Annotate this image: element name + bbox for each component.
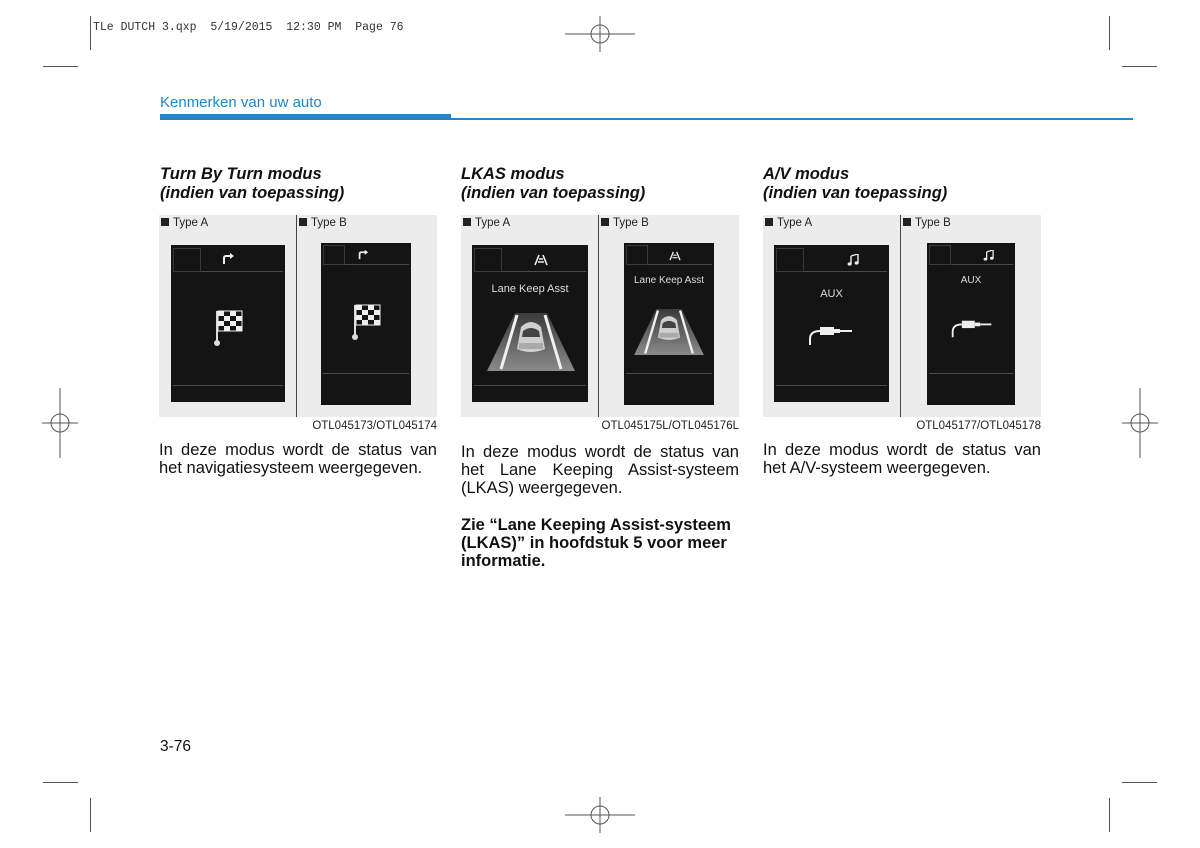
registration-mark-left xyxy=(42,388,78,458)
heading-line-2: (indien van toepassing) xyxy=(461,184,646,202)
figure-panel xyxy=(159,215,437,417)
cluster-screen-type-a xyxy=(774,245,889,402)
figure-code: OTL045175L/OTL045176L xyxy=(601,420,739,432)
panel-divider xyxy=(900,215,901,417)
turn-arrow-icon xyxy=(357,247,369,265)
cluster-screen-type-b xyxy=(624,243,714,405)
header-bar xyxy=(160,114,451,120)
car-on-road-icon xyxy=(630,309,708,360)
car-on-road-icon xyxy=(487,313,575,376)
figure-panel xyxy=(763,215,1041,417)
cluster-screen-type-b xyxy=(321,243,411,405)
av-source-label: AUX xyxy=(960,275,982,286)
type-b-label: Type B xyxy=(903,217,951,229)
header-rule xyxy=(451,118,1133,120)
lkas-screen-label: Lane Keep Asst xyxy=(633,275,705,286)
av-source-label: AUX xyxy=(820,288,843,300)
music-note-icon xyxy=(847,253,859,271)
turn-arrow-icon xyxy=(221,251,235,270)
heading-line-1: Turn By Turn modus xyxy=(160,165,322,183)
figure-code: OTL045177/OTL045178 xyxy=(916,420,1041,432)
aux-plug-icon xyxy=(806,323,856,354)
checkered-flag-icon xyxy=(351,301,383,346)
description-text: In deze modus wordt de status van het Lane Keeping Assist-systeem (LKAS) weergegeven. xyxy=(461,443,739,497)
aux-plug-icon xyxy=(949,317,995,346)
heading-line-2: (indien van toepassing) xyxy=(160,184,345,202)
description-text: In deze modus wordt de status van het navigatiesysteem weergegeven. xyxy=(159,441,437,477)
reference-note: Zie “Lane Keeping Assist-systeem (LKAS)” in hoofdstuk 5 voor meer informatie. xyxy=(461,516,731,570)
description-text: In deze modus wordt de status van het A/V-systeem weergegeven. xyxy=(763,441,1041,477)
type-b-label: Type B xyxy=(601,217,649,229)
registration-mark-top xyxy=(565,16,635,52)
heading-line-1: LKAS modus xyxy=(461,165,565,183)
figure-panel xyxy=(461,215,739,417)
type-b-label: Type B xyxy=(299,217,347,229)
column-heading xyxy=(763,165,947,203)
column-heading xyxy=(461,165,645,203)
heading-line-1: A/V modus xyxy=(763,165,850,183)
type-a-label: Type A xyxy=(161,217,208,229)
registration-mark-right xyxy=(1122,388,1158,458)
figure-code: OTL045173/OTL045174 xyxy=(312,420,437,432)
checkered-flag-icon xyxy=(213,307,245,352)
lane-icon xyxy=(534,253,548,271)
panel-divider xyxy=(598,215,599,417)
cluster-screen-type-a xyxy=(472,245,588,402)
type-a-label: Type A xyxy=(765,217,812,229)
page-number: 3-76 xyxy=(160,738,192,755)
panel-divider xyxy=(296,215,297,417)
type-a-label: Type A xyxy=(463,217,510,229)
print-slug: TLe DUTCH 3.qxp 5/19/2015 12:30 PM Page 76 xyxy=(93,21,404,34)
lane-icon xyxy=(669,248,681,266)
heading-line-2: (indien van toepassing) xyxy=(763,184,948,202)
lkas-screen-label: Lane Keep Asst xyxy=(491,283,569,295)
music-note-icon xyxy=(983,248,994,266)
registration-mark-bottom xyxy=(565,797,635,833)
cluster-screen-type-a xyxy=(171,245,285,402)
cluster-screen-type-b xyxy=(927,243,1015,405)
section-title: Kenmerken van uw auto xyxy=(160,94,322,111)
column-heading xyxy=(160,165,344,203)
